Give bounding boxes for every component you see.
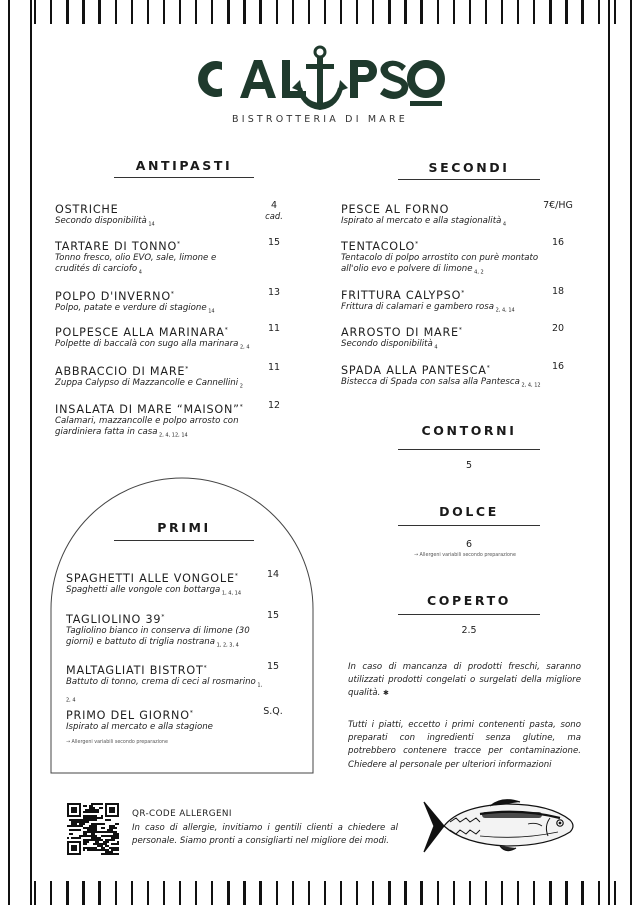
border-stripe bbox=[453, 0, 455, 24]
allergen-codes: 2, 4, 14 bbox=[494, 307, 515, 314]
border-stripe bbox=[30, 0, 32, 905]
allergen-codes: 2, 4 bbox=[238, 344, 250, 351]
border-stripe bbox=[388, 881, 390, 905]
price-value: 14 bbox=[266, 569, 280, 580]
price-value: 15 bbox=[266, 661, 280, 672]
border-stripe bbox=[163, 0, 165, 24]
secondi-item-price bbox=[536, 323, 580, 334]
border-stripe bbox=[614, 881, 616, 905]
price-value: 7€/HG bbox=[543, 200, 573, 211]
desc-text: Zuppa Calypso di Mazzancolle e Cannellini bbox=[55, 378, 239, 388]
border-stripe bbox=[34, 0, 36, 24]
secondi-item-desc bbox=[341, 377, 551, 392]
border-stripe bbox=[243, 0, 245, 24]
item-name-text: TARTARE DI TONNO bbox=[55, 240, 178, 253]
antipasti-item-price bbox=[258, 237, 290, 248]
border-stripe bbox=[598, 0, 600, 24]
border-stripe bbox=[420, 0, 422, 24]
secondi-item-name bbox=[341, 240, 419, 253]
border-stripe bbox=[131, 881, 133, 905]
primi-item-desc bbox=[66, 677, 266, 706]
antipasti-item-name bbox=[55, 240, 181, 253]
border-stripe bbox=[292, 0, 294, 24]
border-stripe bbox=[131, 0, 133, 24]
border-stripe bbox=[243, 881, 245, 905]
item-name-text: FRITTURA CALYPSO bbox=[341, 289, 462, 302]
border-stripe bbox=[437, 0, 439, 24]
antipasti-item-price bbox=[258, 287, 290, 298]
item-name-text: SPAGHETTI ALLE VONGOLE bbox=[66, 572, 235, 585]
fresh-note bbox=[348, 661, 581, 701]
antipasti-item-name bbox=[55, 290, 175, 303]
star-mark: * bbox=[177, 240, 181, 248]
secondi-item-desc bbox=[341, 253, 541, 279]
item-name-text: MALTAGLIATI BISTROT bbox=[66, 664, 204, 677]
border-stripe bbox=[356, 0, 358, 24]
logo-letter-a bbox=[240, 60, 276, 98]
desc-text: Tentacolo di polpo arrostito con purè montato all'olio evo e polvere di limone bbox=[341, 253, 539, 274]
border-stripe bbox=[517, 0, 519, 24]
border-stripe bbox=[565, 0, 567, 24]
price-value: 4 bbox=[270, 200, 278, 211]
border-stripe bbox=[453, 881, 455, 905]
border-stripe bbox=[163, 881, 165, 905]
item-name-text: PRIMO DEL GIORNO bbox=[66, 709, 190, 722]
price-value: 13 bbox=[267, 287, 281, 298]
border-stripe bbox=[372, 881, 374, 905]
border-stripe bbox=[276, 0, 278, 24]
anchor-icon bbox=[292, 47, 348, 110]
secondi-rule bbox=[398, 179, 540, 180]
border-stripe bbox=[8, 0, 10, 905]
desc-text: Bistecca di Spada con salsa alla Pantesca bbox=[341, 377, 520, 387]
border-stripe bbox=[501, 881, 503, 905]
border-stripe bbox=[533, 0, 535, 24]
border-stripe bbox=[598, 881, 600, 905]
allergen-codes: 14 bbox=[146, 221, 155, 228]
allergen-codes: 4 bbox=[432, 344, 438, 351]
contorni-price: 5 bbox=[465, 460, 473, 471]
desc-text: Calamari, mazzancolle e polpo arrosto con giardiniera fatta in casa bbox=[55, 416, 239, 437]
price-value: 15 bbox=[267, 237, 281, 248]
secondi-item-name bbox=[341, 364, 491, 377]
border-stripe bbox=[501, 0, 503, 24]
logo-letter-s bbox=[380, 61, 408, 99]
border-stripe bbox=[549, 881, 551, 905]
antipasti-item-name bbox=[55, 326, 229, 339]
secondi-item-price bbox=[536, 237, 580, 248]
primi-note: → Allergeni variabili secondo preparazione bbox=[66, 740, 168, 745]
price-unit: cad. bbox=[265, 211, 283, 221]
star-mark: * bbox=[486, 364, 491, 372]
desc-text: Secondo disponibilità bbox=[341, 339, 433, 349]
allergen-codes: 2 bbox=[238, 383, 243, 390]
primi-item-name bbox=[66, 572, 239, 585]
desc-text: Tonno fresco, olio EVO, sale, limone e crudités di carciofo bbox=[55, 253, 217, 274]
dolce-title: DOLCE bbox=[439, 504, 499, 519]
item-name-text: POLPO D'INVERNO bbox=[55, 290, 171, 303]
desc-text: Spaghetti alle vongole con bottarga bbox=[66, 585, 221, 595]
allergen-codes: 4 bbox=[137, 269, 142, 276]
primi-item-name bbox=[66, 664, 207, 677]
border-stripe bbox=[356, 881, 358, 905]
border-stripe bbox=[50, 0, 52, 24]
allergen-codes: 2, 4, 12, 14 bbox=[157, 432, 188, 439]
desc-text: Ispirato al mercato e alla stagionalità bbox=[341, 216, 502, 226]
primi-item-desc bbox=[66, 626, 256, 652]
star-mark: * bbox=[234, 572, 239, 580]
contorni-title: CONTORNI bbox=[421, 423, 517, 438]
desc-text: Frittura di calamari e gambero rosa bbox=[341, 302, 495, 312]
logo-letter-o bbox=[407, 60, 445, 98]
border-stripe bbox=[581, 881, 583, 905]
item-name-text: SPADA ALLA PANTESCA bbox=[341, 364, 487, 377]
secondi-item-desc bbox=[341, 216, 551, 231]
secondi-item-desc bbox=[341, 339, 541, 354]
coperto-rule bbox=[398, 614, 540, 615]
border-stripe bbox=[581, 0, 583, 24]
logo-letter-p bbox=[350, 60, 377, 98]
border-stripe bbox=[630, 0, 632, 905]
border-stripe bbox=[420, 881, 422, 905]
border-stripe bbox=[608, 0, 610, 905]
secondi-item-price bbox=[536, 200, 580, 211]
price-value: 18 bbox=[551, 286, 565, 297]
border-stripe bbox=[211, 0, 213, 24]
item-name-text: ARROSTO DI MARE bbox=[341, 326, 459, 339]
star-mark: * bbox=[185, 365, 190, 373]
primi-rule bbox=[114, 540, 254, 541]
border-stripe bbox=[227, 0, 229, 24]
primi-item-name bbox=[66, 709, 194, 722]
antipasti-item-desc bbox=[55, 378, 255, 393]
calypso-logo bbox=[0, 44, 640, 114]
primi-item-desc bbox=[66, 722, 266, 733]
item-name-text: PESCE AL FORNO bbox=[341, 203, 450, 216]
price-value: 11 bbox=[267, 362, 281, 373]
antipasti-item-price bbox=[258, 323, 290, 334]
desc-text: Ispirato al mercato e alla stagione bbox=[66, 722, 213, 732]
allergen-codes: 4 bbox=[501, 221, 507, 228]
star-mark: * bbox=[415, 240, 419, 248]
border-stripe bbox=[324, 881, 326, 905]
border-stripe bbox=[565, 881, 567, 905]
price-value: S.Q. bbox=[263, 706, 283, 717]
border-stripe bbox=[227, 881, 229, 905]
border-stripe bbox=[179, 881, 181, 905]
border-stripe bbox=[308, 881, 310, 905]
border-stripe bbox=[115, 0, 117, 24]
border-stripe bbox=[82, 881, 84, 905]
border-stripe bbox=[211, 881, 213, 905]
allergen-codes: 1, 4, 14 bbox=[220, 590, 241, 597]
border-stripe bbox=[292, 881, 294, 905]
star-mark: * bbox=[458, 326, 463, 334]
tuna-fish-illustration bbox=[420, 796, 582, 856]
antipasti-item-name bbox=[55, 365, 189, 378]
primi-item-name bbox=[66, 613, 165, 626]
price-value: 12 bbox=[267, 400, 281, 411]
price-value: 16 bbox=[551, 237, 565, 248]
border-stripe bbox=[66, 881, 68, 905]
antipasti-rule bbox=[114, 177, 254, 178]
antipasti-item-name bbox=[55, 203, 119, 216]
item-name-text: OSTRICHE bbox=[55, 203, 119, 216]
primi-item-price bbox=[257, 661, 289, 672]
primi-title: PRIMI bbox=[157, 520, 211, 535]
border-stripe bbox=[404, 881, 406, 905]
price-value: 15 bbox=[266, 610, 280, 621]
price-value: 11 bbox=[267, 323, 281, 334]
border-stripe bbox=[404, 0, 406, 24]
secondi-item-name bbox=[341, 203, 449, 216]
item-name-text: POLPESCE ALLA MARINARA bbox=[55, 326, 225, 339]
border-stripe bbox=[259, 881, 261, 905]
antipasti-item-desc bbox=[55, 303, 255, 318]
secondi-item-price bbox=[536, 361, 580, 372]
secondi-item-name bbox=[341, 289, 465, 302]
dolce-rule bbox=[398, 525, 540, 526]
secondi-title: SECONDI bbox=[428, 160, 510, 175]
border-stripe bbox=[372, 0, 374, 24]
star-mark: * bbox=[461, 289, 466, 297]
border-stripe bbox=[34, 881, 36, 905]
border-stripe bbox=[259, 0, 261, 24]
border-stripe bbox=[115, 881, 117, 905]
primi-item-price bbox=[257, 569, 289, 580]
border-stripe bbox=[388, 0, 390, 24]
dolce-note: → Allergeni variabili secondo preparazione bbox=[414, 553, 516, 558]
antipasti-item-name bbox=[55, 403, 244, 416]
border-stripe bbox=[485, 0, 487, 24]
desc-text: Tagliolino bianco in conserva di limone (30 giorni) e battuto di triglia nostrana bbox=[66, 626, 250, 647]
star-mark: * bbox=[203, 664, 208, 672]
dolce-price: 6 bbox=[465, 539, 473, 550]
border-stripe bbox=[517, 881, 519, 905]
fresh-note-mark: ✱ bbox=[383, 689, 389, 698]
border-stripe bbox=[614, 0, 616, 24]
item-name-text: TAGLIOLINO 39 bbox=[66, 613, 162, 626]
secondi-item-name bbox=[341, 326, 463, 339]
allergen-codes: 1, 2, 4 bbox=[66, 682, 263, 704]
coperto-title: COPERTO bbox=[427, 593, 511, 608]
desc-text: Polpette di baccalà con sugo alla marinara bbox=[55, 339, 239, 349]
border-stripe bbox=[308, 0, 310, 24]
border-stripe bbox=[469, 881, 471, 905]
secondi-item-desc bbox=[341, 302, 551, 317]
fresh-note-text: In caso di mancanza di prodotti freschi, saranno utilizzati prodotti congelati o surgelati della migliore qualità. bbox=[348, 662, 581, 699]
border-stripe bbox=[437, 881, 439, 905]
price-value: 20 bbox=[551, 323, 565, 334]
border-stripe bbox=[66, 0, 68, 24]
tagline: BISTROTTERIA DI MARE bbox=[231, 114, 409, 125]
border-stripe bbox=[82, 0, 84, 24]
logo-letter-c bbox=[198, 61, 222, 97]
border-stripe bbox=[195, 0, 197, 24]
item-name-text: INSALATA DI MARE “MAISON” bbox=[55, 403, 240, 416]
border-stripe bbox=[469, 0, 471, 24]
desc-text: Secondo disponibilità bbox=[55, 216, 147, 226]
primi-item-price bbox=[257, 706, 289, 717]
star-mark: * bbox=[170, 290, 175, 298]
antipasti-item-price bbox=[258, 400, 290, 411]
border-stripe bbox=[485, 881, 487, 905]
allergy-text: In caso di allergie, invitiamo i gentili clienti a chiedere al personale. Siamo pronti a consigliarti nel migliore dei modi. bbox=[132, 823, 398, 846]
allergen-codes: 14 bbox=[206, 308, 215, 315]
border-stripe bbox=[147, 881, 149, 905]
border-stripe bbox=[533, 881, 535, 905]
star-mark: * bbox=[239, 403, 244, 411]
logo-underline bbox=[410, 101, 442, 106]
border-stripe bbox=[549, 0, 551, 24]
allergen-codes: 2, 4, 12 bbox=[519, 382, 541, 389]
star-mark: * bbox=[189, 709, 194, 717]
item-name-text: ABBRACCIO DI MARE bbox=[55, 365, 186, 378]
border-stripe bbox=[340, 0, 342, 24]
contorni-rule bbox=[398, 449, 540, 450]
star-mark: * bbox=[224, 326, 229, 334]
primi-item-desc bbox=[66, 585, 266, 600]
secondi-item-price bbox=[536, 286, 580, 297]
border-stripe bbox=[276, 881, 278, 905]
antipasti-item-desc bbox=[55, 253, 225, 279]
antipasti-item-desc bbox=[55, 416, 255, 442]
border-stripe bbox=[50, 881, 52, 905]
border-stripe bbox=[179, 0, 181, 24]
antipasti-item-desc bbox=[55, 339, 255, 354]
primi-item-price bbox=[257, 610, 289, 621]
antipasti-title: ANTIPASTI bbox=[135, 158, 233, 173]
border-stripe bbox=[340, 881, 342, 905]
antipasti-item-desc bbox=[55, 216, 265, 231]
border-stripe bbox=[98, 0, 100, 24]
allergen-codes: 4, 2 bbox=[472, 269, 484, 276]
desc-text: Battuto di tonno, crema di ceci al rosmarino bbox=[66, 677, 256, 687]
price-value: 16 bbox=[551, 361, 565, 372]
star-mark: * bbox=[161, 613, 166, 621]
gluten-note: Tutti i piatti, eccetto i primi contenenti pasta, sono preparati con ingredienti senza glutine, ma potrebbero contenere tracce per contaminazione. Chiedere al personale per ulteriori informazioni bbox=[348, 720, 581, 770]
border-stripe bbox=[147, 0, 149, 24]
coperto-price: 2.5 bbox=[461, 625, 477, 636]
item-name-text: TENTACOLO bbox=[341, 240, 416, 253]
allergy-title: QR-CODE ALLERGENI bbox=[132, 809, 232, 819]
border-stripe bbox=[195, 881, 197, 905]
qr-code[interactable] bbox=[67, 803, 119, 855]
antipasti-item-price bbox=[258, 362, 290, 373]
border-stripe bbox=[324, 0, 326, 24]
desc-text: Polpo, patate e verdure di stagione bbox=[55, 303, 207, 313]
border-stripe bbox=[98, 881, 100, 905]
allergen-codes: 1, 2, 3, 4 bbox=[215, 642, 239, 649]
